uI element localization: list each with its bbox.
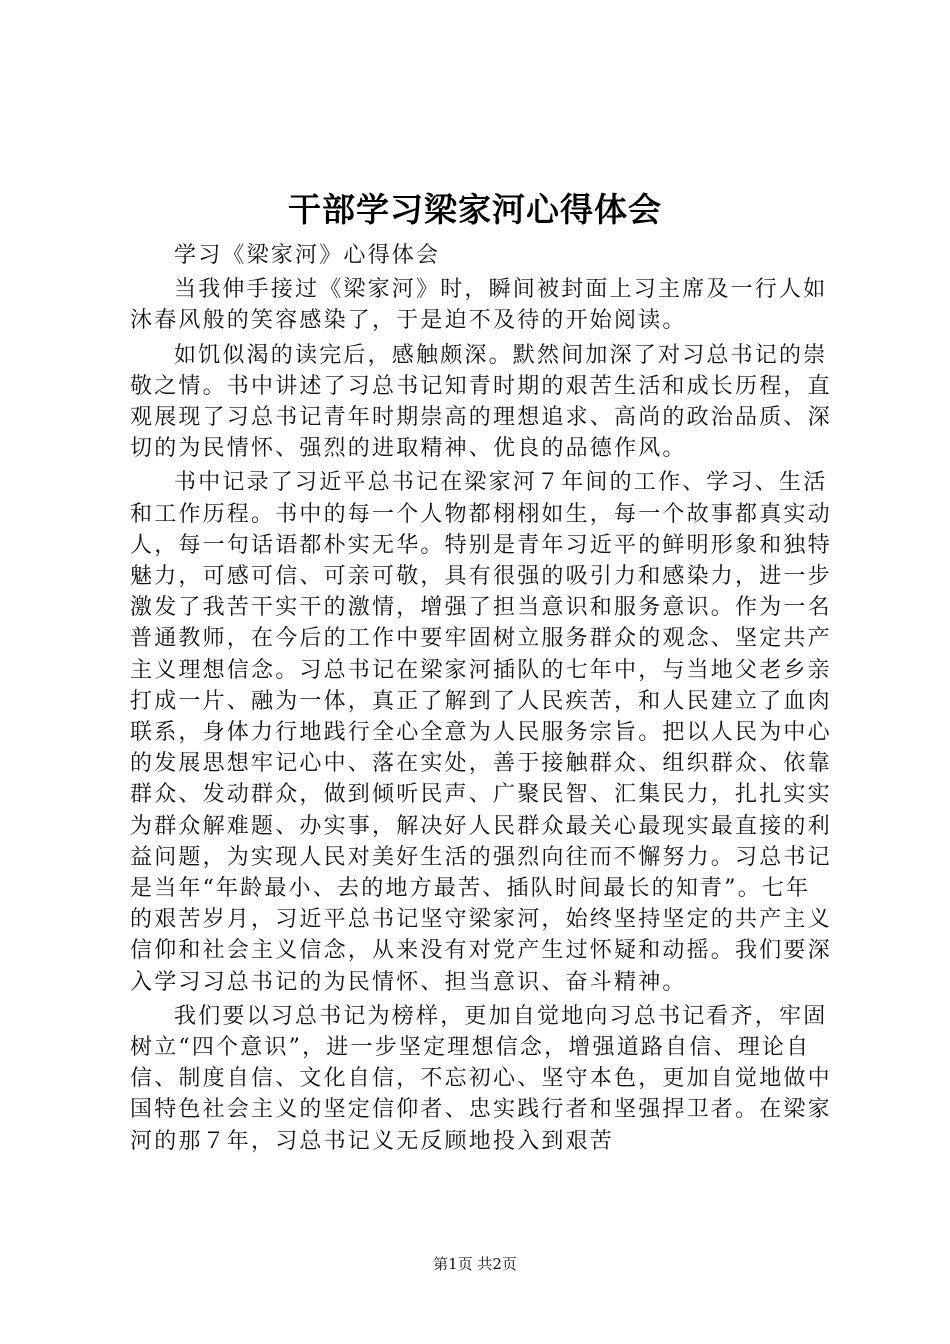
document-title: 干部学习梁家河心得体会 [288,190,662,229]
document-body [130,240,834,1157]
body-paragraph: 书中记录了习近平总书记在梁家河７年间的工作、学习、生活和工作历程。书中的每一个人物都栩栩如生，每一个故事都真实动人，每一句话语都朴实无华。特别是青年习近平的鲜明形象和独特魅力，可感可信、可亲可敬，具有很强的吸引力和感染力，进一步激发了我苦干实干的激情，增强了担当意识和服务意识。作为一名普通教师，在今后的工作中要牢固树立服务群众的观念、坚定共产主义理想信念。习总书记在梁家河插队的七年中，与当地父老乡亲打成一片、融为一体，真正了解到了人民疾苦，和人民建立了血肉联系，身体力行地践行全心全意为人民服务宗旨。把以人民为中心的发展思想牢记心中、落在实处，善于接触群众、组织群众、依靠群众、发动群众，做到倾听民声、广聚民智、汇集民力，扎扎实实为群众解难题、办实事，解决好人民群众最关心最现实最直接的利益问题，为实现人民对美好生活的强烈向往而不懈努力。习总书记是当年“年龄最小、去的地方最苦、插队时间最长的知青”。七年的艰苦岁月，习近平总书记坚守梁家河，始终坚持坚定的共产主义信仰和社会主义信念，从来没有对党产生过怀疑和动摇。我们要深入学习习总书记的为民情怀、担当意识、奋斗精神。 [130,470,832,995]
body-paragraph: 当我伸手接过《梁家河》时，瞬间被封面上习主席及一行人如沐春风般的笑容感染了，于是迫不及待的开始阅读。 [130,277,828,334]
body-paragraph: 我们要以习总书记为榜样，更加自觉地向习总书记看齐，牢固树立“四个意识”，进一步坚定理想信念，增强道路自信、理论自信、制度自信、文化自信，不忘初心、坚守本色，更加自觉地做中国特色社会主义的坚定信仰者、忠实践行者和坚强捍卫者。在梁家河的那７年，习总书记义无反顾地投入到艰苦 [130,1003,832,1154]
body-paragraph: 如饥似渴的读完后，感触颇深。默然间加深了对习总书记的崇敬之情。书中讲述了习总书记知青时期的艰苦生活和成长历程，直观展现了习总书记青年时期崇高的理想追求、高尚的政治品质、深切的为民情怀、强烈的进取精神、优良的品德作风。 [130,342,832,462]
subtitle-paragraph: 学习《梁家河》心得体会 [174,243,441,268]
page-footer: 第1页 共2页 [433,1255,517,1273]
